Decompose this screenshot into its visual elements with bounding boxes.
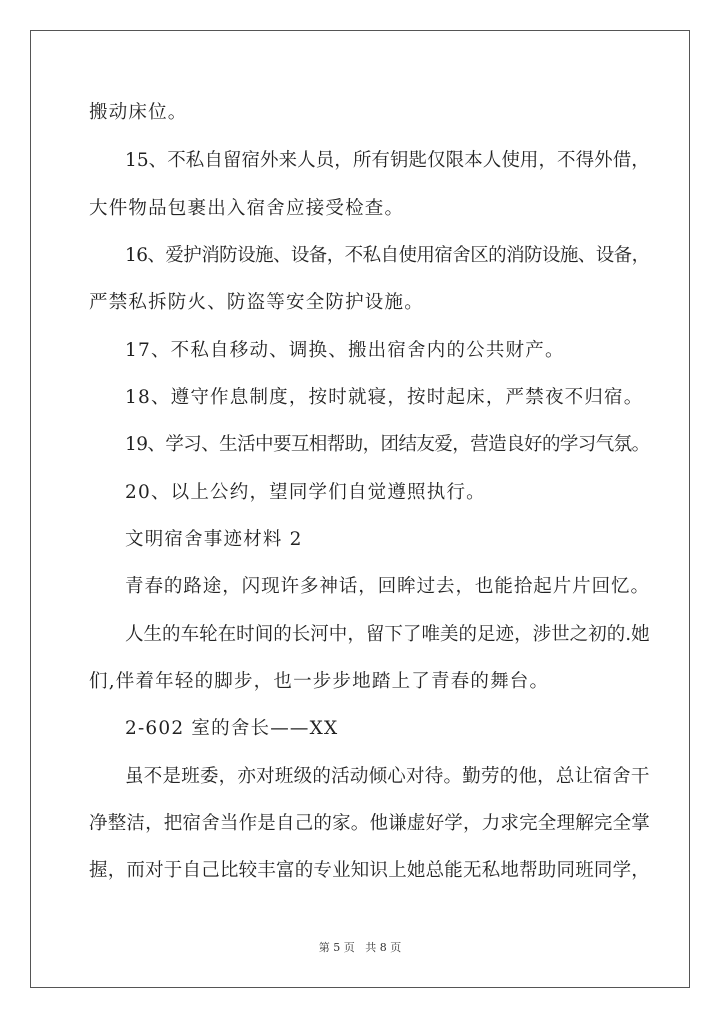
text-line: 们,伴着年轻的脚步，也一步步地踏上了青春的舞台。 [89, 671, 550, 692]
section-heading: 文明宿舍事迹材料 2 [125, 529, 303, 550]
text-line: 虽不是班委，亦对班级的活动倾心对待。勤劳的他，总让宿舍干 [125, 766, 650, 787]
text-line: 18、遵守作息制度，按时就寝，按时起床，严禁夜不归宿。 [125, 387, 644, 408]
text-line: 青春的路途，闪现许多神话，回眸过去，也能拾起片片回忆。 [125, 576, 650, 597]
text-line: 搬动床位。 [89, 102, 188, 123]
text-line: 19、学习、生活中要互相帮助，团结友爱，营造良好的学习气氛。 [125, 434, 650, 455]
text-line: 16、爱护消防设施、设备，不私自使用宿舍区的消防设施、设备， [125, 245, 650, 266]
text-line: 大件物品包裹出入宿舍应接受检查。 [89, 198, 405, 219]
text-line: 20、以上公约，望同学们自觉遵照执行。 [125, 482, 486, 503]
subheading: 2-602 室的舍长——XX [125, 718, 339, 739]
text-line: 握，而对于自己比较丰富的专业知识上她总能无私地帮助同班同学， [89, 860, 651, 881]
text-line: 严禁私拆防火、防盗等安全防护设施。 [89, 292, 424, 313]
text-line: 17、不私自移动、调换、搬出宿舍内的公共财产。 [125, 340, 565, 361]
page-number: 第 5 页 共 8 页 [318, 941, 402, 954]
text-line: 15、不私自留宿外来人员，所有钥匙仅限本人使用，不得外借， [125, 150, 650, 171]
text-line: 净整洁，把宿舍当作是自己的家。他谦虚好学，力求完全理解完全掌 [89, 813, 651, 834]
text-line: 人生的车轮在时间的长河中，留下了唯美的足迹，涉世之初的.她 [125, 624, 650, 645]
